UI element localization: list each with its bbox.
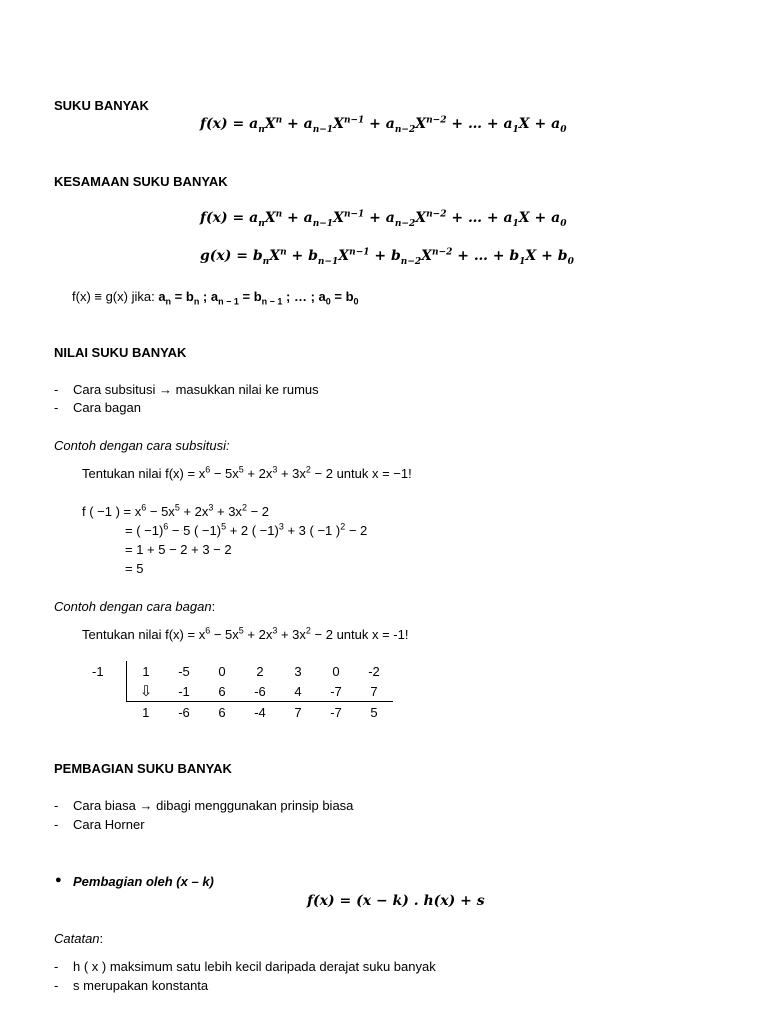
horner-cell: -2 [368, 663, 380, 679]
horner-cell: 4 [279, 681, 317, 702]
example-task-bagan: Tentukan nilai $f(x) = x^6 - 5x^5 + 2x^3 + 3x^2 - 2$ untuk x = -1! [82, 625, 409, 642]
horner-table [88, 661, 393, 722]
horner-cell: 0 [218, 663, 226, 679]
list-item-text: Cara subsitusi → masukkan nilai ke rumus [73, 382, 319, 397]
list-item-text: Cara Horner [73, 817, 145, 832]
division-formula: f(x) = (x − k) . h(x) + s [307, 893, 485, 909]
horner-cell: -6 [178, 704, 190, 720]
right-arrow-icon: → [158, 382, 172, 397]
list-item: - [54, 382, 59, 397]
list-item-text: h ( x ) maksimum satu lebih kecil daripada derajat suku banyak [73, 959, 436, 974]
horner-cell: 7 [355, 681, 393, 702]
list-item-text: Cara bagan [73, 400, 141, 415]
list-item-text: s merupakan konstanta [73, 978, 209, 993]
horner-cell: 0 [332, 663, 340, 679]
calc-line-1: f ( −1 ) = $x^6 - 5x^5 + 2x^3 + 3x^2 - 2$ [82, 502, 269, 519]
list-item: - [54, 798, 59, 813]
list-item: - [54, 959, 59, 974]
list-item: - [54, 817, 59, 832]
horner-cell: 7 [294, 704, 302, 720]
heading-suku-banyak: SUKU BANYAK [54, 98, 149, 113]
horner-k: -1 [92, 663, 104, 679]
heading-kesamaan: KESAMAAN SUKU BANYAK [54, 174, 228, 189]
horner-cell: 1 [142, 704, 150, 720]
example-heading-bagan: Contoh dengan cara bagan: [54, 599, 216, 614]
horner-cell: -4 [254, 704, 266, 720]
horner-cell: 3 [294, 663, 302, 679]
right-arrow-icon: → [139, 798, 153, 813]
bullet-icon: ● [55, 874, 62, 886]
list-item: - [54, 400, 59, 415]
horner-cell: 2 [256, 663, 264, 679]
horner-cell: 1 [127, 661, 166, 681]
calc-line-3: = 1 + 5 − 2 + 3 − 2 [125, 542, 232, 557]
formula-g-equal: $g(x) = b_nX^n + b_{n-1}X^{n-1} + b_{n-2}X^{n-2}$ + … + $b_1X + b_0$ [200, 247, 574, 267]
horner-cell: 6 [203, 681, 241, 702]
horner-cell: -5 [178, 663, 190, 679]
down-arrow-icon: ⇩ [127, 681, 166, 702]
list-item-text: Cara biasa → dibagi menggunakan prinsip biasa [73, 798, 354, 813]
horner-cell: -7 [317, 681, 355, 702]
catatan-heading: Catatan: [54, 931, 104, 946]
horner-cell: -7 [330, 704, 342, 720]
horner-cell: -6 [241, 681, 279, 702]
calc-line-2: = ( −1)$^6$ − 5 ( −1)$^5$ + 2 ( −1)$^3$ + 3 ( −1 )$^2$ − 2 [125, 521, 368, 538]
equivalence-condition: f(x) ≡ g(x) jika: $a_n = b_n$ ; $a_{n - 1} = b_{n - 1}$ ; … ; $a_0 = b_0$ [72, 289, 359, 307]
formula-f-equal: $f(x) = a_nX^n + a_{n-1}X^{n-1} + a_{n-2}X^{n-2}$ + … + $a_1X + a_0$ [200, 209, 567, 229]
list-item: - [54, 978, 59, 993]
example-task-subsitusi: Tentukan nilai $f(x) = x^6 - 5x^5 + 2x^3 + 3x^2 - 2$ untuk x = −1! [82, 464, 412, 481]
formula-f-definition: $f(x) = a_nX^n + a_{n-1}X^{n-1} + a_{n-2}X^{n-2}$ + … + $a_1X + a_0$ [200, 115, 567, 135]
bullet-label: Pembagian oleh (x – k) [73, 874, 214, 889]
example-heading-subsitusi: Contoh dengan cara subsitusi: [54, 438, 230, 453]
calc-line-4: = 5 [125, 561, 144, 576]
horner-cell: -1 [165, 681, 203, 702]
heading-pembagian: PEMBAGIAN SUKU BANYAK [54, 761, 232, 776]
heading-nilai: NILAI SUKU BANYAK [54, 345, 187, 360]
horner-cell: 6 [218, 704, 226, 720]
horner-cell: 5 [370, 704, 378, 720]
